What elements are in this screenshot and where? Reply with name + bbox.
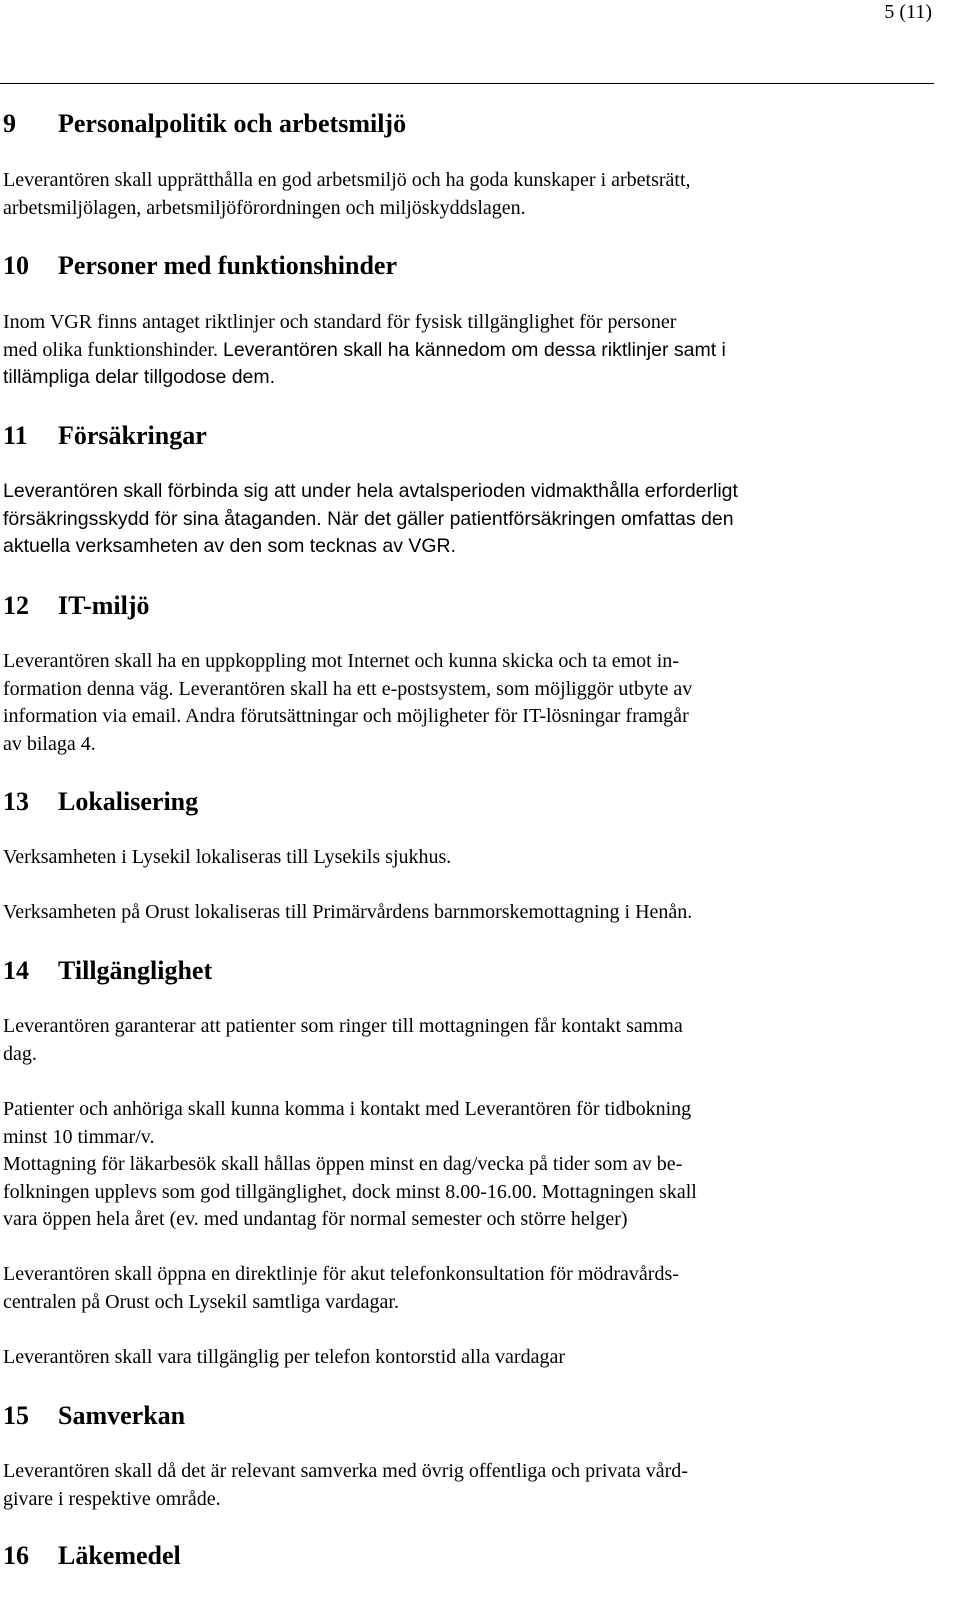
text-line: givare i respektive område. xyxy=(3,1487,221,1510)
text-line: Verksamheten på Orust lokaliseras till Primärvårdens barnmorskemottagning i Henån. xyxy=(3,901,693,923)
text-line: tillämpliga delar tillgodose dem. xyxy=(3,366,276,388)
section-heading xyxy=(3,1401,185,1431)
section-number: 9 xyxy=(3,109,16,138)
section-heading xyxy=(3,591,150,621)
section-title: Försäkringar xyxy=(58,421,207,450)
section-number: 13 xyxy=(3,787,29,816)
section-heading xyxy=(3,251,397,281)
text-line xyxy=(3,506,738,534)
text-line: av bilaga 4. xyxy=(3,732,96,755)
section-number: 10 xyxy=(3,251,29,280)
text-line: Inom VGR finns antaget riktlinjer och standard för fysisk tillgänglighet för personer xyxy=(3,311,677,333)
section-heading xyxy=(3,956,212,986)
section-title: IT-miljö xyxy=(58,591,150,620)
section-heading xyxy=(3,1541,181,1571)
section-heading xyxy=(3,787,198,817)
section-title: Läkemedel xyxy=(58,1541,181,1570)
page-number: 5 (11) xyxy=(884,1,932,23)
text-line: dag. xyxy=(3,1042,37,1065)
text-line: formation denna väg. Leverantören skall ha ett e-postsystem, som möjliggör utbyte av xyxy=(3,677,693,700)
section-number: 11 xyxy=(3,421,28,450)
text-line: arbetsmiljölagen, arbetsmiljöförordningen och miljöskyddslagen. xyxy=(3,196,526,219)
paragraph xyxy=(3,167,691,222)
text-line: Mottagning för läkarbesök skall hållas öppen minst en dag/vecka på tider som av be- xyxy=(3,1153,683,1175)
section-title: Samverkan xyxy=(58,1401,186,1430)
text-line: Leverantören skall ha en uppkoppling mot Internet och kunna skicka och ta emot in- xyxy=(3,650,679,672)
text-line: Leverantören skall vara tillgänglig per telefon kontorstid alla vardagar xyxy=(3,1346,566,1368)
text-segment: När det gäller patientförsäkringen omfattas den xyxy=(327,507,734,530)
paragraph xyxy=(3,1458,688,1513)
paragraph xyxy=(3,1344,565,1372)
header-rule xyxy=(0,83,934,84)
section-number: 16 xyxy=(3,1541,29,1570)
text-line: Leverantören skall förbinda sig att under hela avtalsperioden vidmakthålla erforderligt xyxy=(3,480,738,502)
text-line: centralen på Orust och Lysekil samtliga vardagar. xyxy=(3,1290,399,1313)
text-line: Patienter och anhöriga skall kunna komma i kontakt med Leverantören för tidbokning xyxy=(3,1098,692,1120)
paragraph xyxy=(3,1261,679,1316)
text-segment: Leverantören skall ha kännedom om dessa riktlinjer samt i xyxy=(222,338,726,361)
text-line: vara öppen hela året (ev. med undantag för normal semester och större helger) xyxy=(3,1208,628,1230)
section-number: 15 xyxy=(3,1401,29,1430)
section-title: Tillgänglighet xyxy=(58,956,213,985)
text-segment: med olika funktionshinder. xyxy=(3,338,218,361)
section-number: 14 xyxy=(3,956,29,985)
section-heading xyxy=(3,109,406,139)
text-line xyxy=(3,337,726,365)
section-title: Personalpolitik och arbetsmiljö xyxy=(58,109,407,138)
text-line: aktuella verksamheten av den som tecknas av VGR. xyxy=(3,535,457,557)
paragraph xyxy=(3,1013,683,1068)
text-line: Leverantören skall upprätthålla en god arbetsmiljö och ha goda kunskaper i arbetsrätt, xyxy=(3,169,691,191)
text-line: Leverantören garanterar att patienter som ringer till mottagningen får kontakt samma xyxy=(3,1015,683,1037)
text-line: Verksamheten i Lysekil lokaliseras till Lysekils sjukhus. xyxy=(3,846,452,868)
text-line: Leverantören skall då det är relevant samverka med övrig offentliga och privata vård- xyxy=(3,1460,688,1482)
paragraph xyxy=(3,648,692,758)
paragraph xyxy=(3,1096,697,1234)
text-line: Leverantören skall öppna en direktlinje för akut telefonkonsultation för mödravårds- xyxy=(3,1263,679,1285)
text-segment: försäkringsskydd för sina åtaganden. xyxy=(3,507,322,530)
text-line: minst 10 timmar/v. xyxy=(3,1125,155,1148)
section-heading xyxy=(3,421,207,451)
text-line: information via email. Andra förutsättningar och möjligheter för IT-lösningar framgår xyxy=(3,705,689,727)
paragraph xyxy=(3,844,451,872)
section-title: Personer med funktionshinder xyxy=(58,251,397,280)
paragraph xyxy=(3,899,692,927)
text-line: folkningen upplevs som god tillgänglighet, dock minst 8.00-16.00. Mottagningen skall xyxy=(3,1180,697,1203)
paragraph xyxy=(3,309,726,392)
section-title: Lokalisering xyxy=(58,787,199,816)
section-number: 12 xyxy=(3,591,29,620)
paragraph xyxy=(3,478,738,561)
